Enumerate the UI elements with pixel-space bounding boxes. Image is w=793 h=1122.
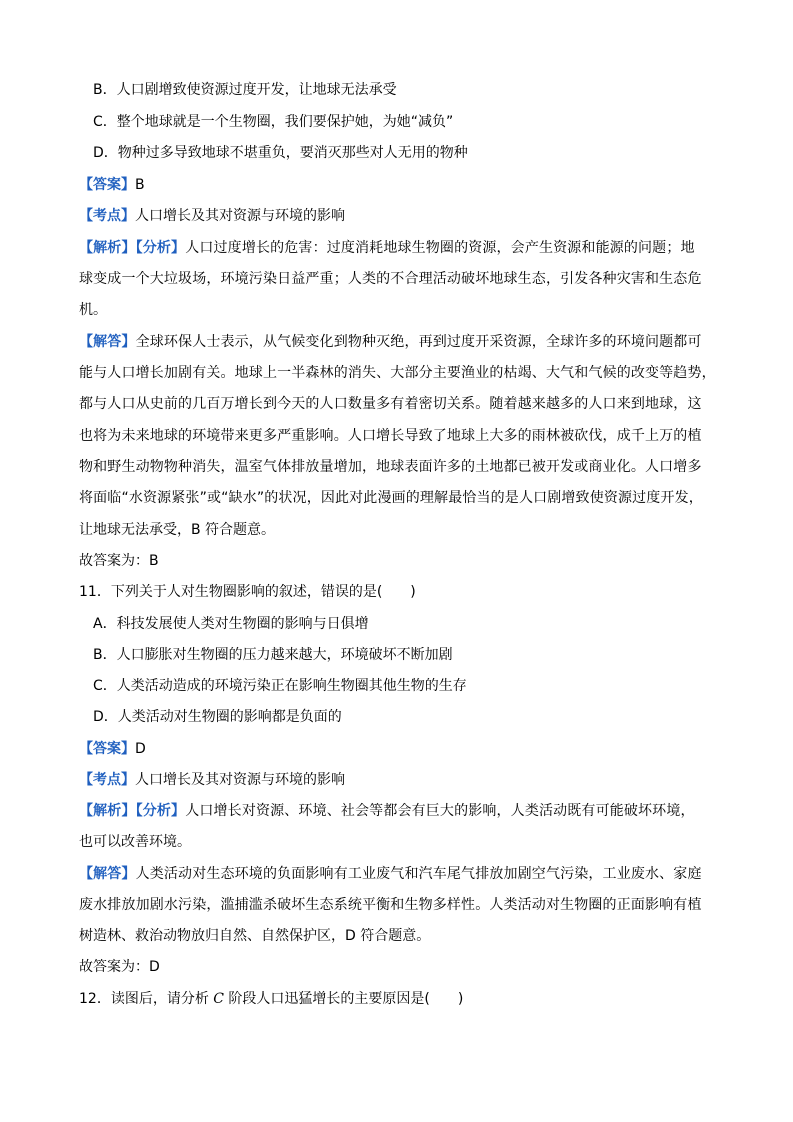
q12-suffix: 阶段人口迅猛增长的主要原因是( ) xyxy=(223,991,464,1007)
analysis-tag: 【解析】 xyxy=(79,240,136,256)
solution-tag: 【解答】 xyxy=(79,334,136,350)
q10-solution-line-1 xyxy=(79,332,719,352)
answer-tag: 【答案】 xyxy=(79,177,135,193)
q11-answer xyxy=(79,739,719,759)
q11-option-a: A．科技发展使人类对生物圈的影响与日俱增 xyxy=(93,616,369,632)
q10-option-d: D．物种过多导致地球不堪重负，要消灭那些对人无用的物种 xyxy=(93,145,468,161)
q10-solution-line-4: 也将为未来地球的环境带来更多严重影响。人口增长导致了地球上大多的雨林被砍伐，成千上万的植 xyxy=(79,428,702,444)
answer-value: B xyxy=(135,177,145,193)
q11-analysis-line-1 xyxy=(79,801,719,821)
q10-analysis-line-2: 球变成一个大垃圾场，环境污染日益严重；人类的不合理活动破坏地球生态，引发各种灾害和生态危 xyxy=(79,271,702,287)
q10-final-answer: 故答案为：B xyxy=(79,553,159,569)
analysis-sub-tag: 【分析】 xyxy=(135,803,186,819)
q12-stage-var: C xyxy=(213,991,224,1007)
q11-option-d: D．人类活动对生物圈的影响都是负面的 xyxy=(93,709,342,725)
q12-prefix: 12．读图后，请分析 xyxy=(79,991,214,1007)
q11-solution-line-1 xyxy=(79,864,719,884)
q10-option-b: B．人口剧增致使资源过度开发，让地球无法承受 xyxy=(93,82,397,98)
q11-analysis-line-2: 也可以改善环境。 xyxy=(79,834,191,850)
answer-tag: 【答案】 xyxy=(79,741,135,757)
q10-solution-line-3: 都与人口从史前的几百万增长到今天的人口数量多有着密切关系。随着越来越多的人口来到地球，这 xyxy=(79,396,702,412)
point-tag: 【考点】 xyxy=(79,208,135,224)
q11-solution-line-2: 废水排放加剧水污染，滥捕滥杀破坏生态系统平衡和生物多样性。人类活动对生物圈的正面影响有植 xyxy=(79,897,702,913)
q10-solution-line-6: 将面临“水资源紧张”或“缺水”的状况，因此对此漫画的理解最恰当的是人口剧增致使资源过度开发， xyxy=(79,490,703,506)
q10-solution-line-2: 能与人口增长加剧有关。地球上一半森林的消失、大部分主要渔业的枯竭、大气和气候的改变等趋势， xyxy=(79,365,716,381)
q11-solution-line-3: 树造林、救治动物放归自然、自然保护区，D 符合题意。 xyxy=(79,928,431,944)
q10-analysis-line-1 xyxy=(79,238,719,258)
q10-answer xyxy=(79,175,719,195)
q10-point xyxy=(79,206,719,226)
q11-point xyxy=(79,770,719,790)
point-text: 人口增长及其对资源与环境的影响 xyxy=(135,208,345,224)
answer-value: D xyxy=(135,741,146,757)
analysis-text: 人口过度增长的危害：过度消耗地球生物圈的资源，会产生资源和能源的问题；地 xyxy=(185,240,695,256)
point-text: 人口增长及其对资源与环境的影响 xyxy=(135,772,345,788)
q11-final-answer: 故答案为：D xyxy=(79,959,160,975)
q11-option-c: C．人类活动造成的环境污染正在影响生物圈其他生物的生存 xyxy=(93,678,467,694)
solution-text: 人类活动对生态环境的负面影响有工业废气和汽车尾气排放加剧空气污染，工业废水、家庭 xyxy=(135,866,702,882)
analysis-sub-tag: 【分析】 xyxy=(135,240,186,256)
analysis-text: 人口增长对资源、环境、社会等都会有巨大的影响，人类活动既有可能破坏环境， xyxy=(185,803,695,819)
q12-question xyxy=(79,989,719,1009)
solution-text: 全球环保人士表示，从气候变化到物种灭绝，再到过度开采资源，全球许多的环境问题都可 xyxy=(135,334,702,350)
q10-solution-line-5: 物和野生动物物种消失，温室气体排放量增加，地球表面许多的土地都已被开发或商业化。人口增多 xyxy=(79,459,702,475)
q10-option-c: C．整个地球就是一个生物圈，我们要保护她，为她“减负” xyxy=(93,114,454,130)
point-tag: 【考点】 xyxy=(79,772,135,788)
q10-analysis-line-3: 机。 xyxy=(79,302,107,318)
analysis-tag: 【解析】 xyxy=(79,803,136,819)
q11-option-b: B．人口膨胀对生物圈的压力越来越大，环境破坏不断加剧 xyxy=(93,647,453,663)
solution-tag: 【解答】 xyxy=(79,866,136,882)
q11-question: 11．下列关于人对生物圈影响的叙述，错误的是( ) xyxy=(79,584,416,600)
q10-solution-line-7: 让地球无法承受，B 符合题意。 xyxy=(79,522,276,538)
